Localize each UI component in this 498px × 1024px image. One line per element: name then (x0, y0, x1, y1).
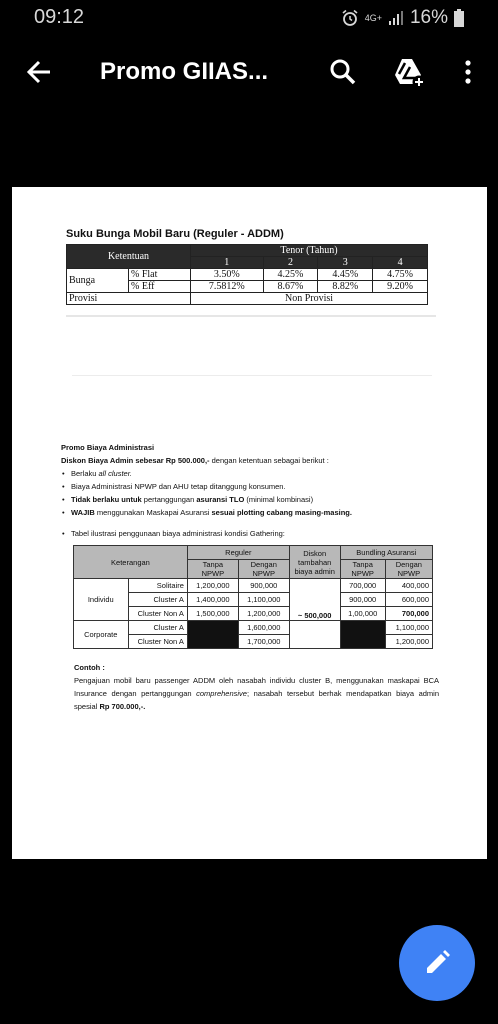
eff-label: % Eff (129, 281, 191, 293)
table-row (74, 546, 433, 560)
document-page[interactable] (12, 187, 487, 859)
cluster-cell: Cluster A (128, 621, 187, 635)
group-corporate: Corporate (74, 621, 129, 649)
header-dengan-npwp: Dengan NPWP (385, 560, 432, 579)
header-diskon: Diskon tambahan biaya admin (289, 546, 340, 579)
network-type: 4G+ (364, 12, 382, 23)
table-row (74, 621, 433, 635)
value-cell: 900,000 (340, 593, 385, 607)
admin-fee-section (61, 441, 441, 540)
tenor-cell: 4 (373, 257, 428, 269)
cluster-cell: Solitaire (128, 579, 187, 593)
rate-cell: 4.25% (263, 269, 318, 281)
table-row (67, 293, 428, 305)
value-cell: 700,000 (340, 579, 385, 593)
add-to-drive-button[interactable] (390, 54, 426, 90)
table-row (74, 607, 433, 621)
back-button[interactable] (22, 54, 58, 90)
list-item: • Berlaku all cluster. (61, 467, 441, 480)
value-cell: 1,200,000 (187, 579, 238, 593)
status-time: 09:12 (34, 6, 85, 28)
status-bar (0, 0, 498, 36)
battery-icon (454, 9, 464, 27)
tenor-cell: 1 (191, 257, 264, 269)
cluster-cell: Cluster A (128, 593, 187, 607)
rate-cell: 3.50% (191, 269, 264, 281)
flat-label: % Flat (129, 269, 191, 281)
rate-cell: 4.75% (373, 269, 428, 281)
example-section (74, 661, 439, 713)
header-bundling: Bundling Asuransi (340, 546, 432, 560)
header-tanpa-npwp: Tanpa NPWP (187, 560, 238, 579)
value-cell: 1,200,000 (385, 635, 432, 649)
empty-cell (289, 621, 340, 649)
rate-cell: 8.67% (263, 281, 318, 293)
document-title: Promo GIIAS... (100, 58, 269, 85)
value-cell: 1,100,000 (238, 593, 289, 607)
app-bar (0, 36, 498, 110)
admin-subtitle: Diskon Biaya Admin sebesar Rp 500.000,- dengan ketentuan sebagai berikut : (61, 456, 329, 465)
list-item: • Tabel ilustrasi penggunaan biaya administrasi kondisi Gathering: (61, 527, 441, 540)
interest-rate-table (66, 244, 428, 305)
status-icons (341, 6, 464, 30)
blacked-out-cell (340, 621, 385, 649)
signal-icon (388, 10, 404, 26)
header-reguler: Reguler (187, 546, 289, 560)
example-text: Pengajuan mobil baru passenger ADDM oleh nasabah individu cluster B, menggunakan maskapai BCA Insurance dengan pertanggungan comprehensive; nasabah tersebut berhak mendapatkan biaya admin spesial Rp 700.000,-. (74, 676, 440, 711)
diskon-value: ~ 500,000 (289, 579, 340, 621)
table-header-tenor: Tenor (Tahun) (191, 245, 428, 257)
value-cell: 600,000 (385, 593, 432, 607)
rate-cell: 8.82% (318, 281, 373, 293)
rate-cell: 9.20% (373, 281, 428, 293)
value-cell: 1,00,000 (340, 607, 385, 621)
alarm-icon (341, 9, 359, 27)
example-label: Contoh : (74, 663, 105, 672)
more-options-button[interactable] (450, 54, 486, 90)
bunga-label: Bunga (67, 269, 129, 293)
value-cell: 1,600,000 (238, 621, 289, 635)
arrow-back-icon (22, 54, 58, 90)
table-row (74, 579, 433, 593)
value-cell: 900,000 (238, 579, 289, 593)
header-dengan-npwp: Dengan NPWP (238, 560, 289, 579)
table-row (74, 593, 433, 607)
cluster-cell: Cluster Non A (128, 607, 187, 621)
tenor-cell: 2 (263, 257, 318, 269)
list-item: • WAJIB menggunakan Maskapai Asuransi sesuai plotting cabang masing-masing. (61, 506, 441, 519)
provisi-value: Non Provisi (191, 293, 428, 305)
header-keterangan: Keterangan (74, 546, 188, 579)
value-cell: 1,500,000 (187, 607, 238, 621)
list-item: • Tidak berlaku untuk pertanggungan asuransi TLO (minimal kombinasi) (61, 493, 441, 506)
admin-conditions-list (61, 467, 441, 540)
edit-fab-button[interactable] (399, 925, 475, 1001)
battery-percent: 16% (409, 7, 448, 28)
header-tanpa-npwp: Tanpa NPWP (340, 560, 385, 579)
rate-cell: 4.45% (318, 269, 373, 281)
pencil-icon (422, 948, 452, 978)
value-cell: 1,400,000 (187, 593, 238, 607)
group-individu: Individu (74, 579, 129, 621)
value-cell: 1,700,000 (238, 635, 289, 649)
list-item: • Biaya Administrasi NPWP dan AHU tetap ditanggung konsumen. (61, 480, 441, 493)
section-title-rates: Suku Bunga Mobil Baru (Reguler - ADDM) (66, 228, 284, 240)
value-cell: 700,000 (385, 607, 432, 621)
table-header-ketentuan: Ketentuan (67, 245, 191, 269)
blacked-out-cell (187, 621, 238, 649)
admin-section-title: Promo Biaya Administrasi (61, 443, 155, 452)
add-to-drive-icon (390, 54, 426, 90)
search-icon (325, 54, 361, 90)
table-row (67, 269, 428, 281)
tenor-cell: 3 (318, 257, 373, 269)
value-cell: 1,100,000 (385, 621, 432, 635)
gathering-fee-table (73, 545, 433, 649)
provisi-label: Provisi (67, 293, 191, 305)
cluster-cell: Cluster Non A (128, 635, 187, 649)
scan-artifact (72, 375, 432, 376)
table-row (67, 245, 428, 257)
scan-artifact (66, 315, 436, 317)
more-vert-icon (450, 54, 486, 90)
search-button[interactable] (325, 54, 361, 90)
value-cell: 400,000 (385, 579, 432, 593)
rate-cell: 7.5812% (191, 281, 264, 293)
value-cell: 1,200,000 (238, 607, 289, 621)
